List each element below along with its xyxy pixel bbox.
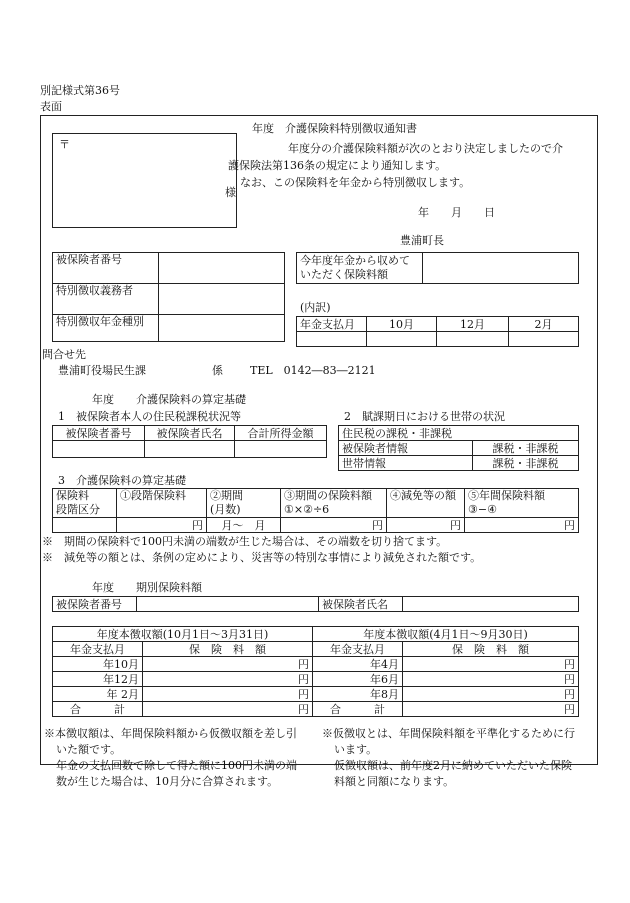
amount-label-line1: 今年度年金から収めて [300, 254, 410, 267]
side-label: 表面 [40, 100, 62, 113]
contact-office: 豊浦町役場民生課 [58, 364, 146, 377]
yen-unit: 円 [403, 657, 579, 672]
collector-label: 特別徴収義務者 [53, 284, 159, 315]
sec3-col1: ①段階保険料 [117, 489, 207, 518]
sec3-title: 3 介護保険料の算定基礎 [58, 474, 186, 487]
right-month-col: 年金支払月 [313, 642, 403, 657]
periodic-number-label: 被保険者番号 [53, 597, 137, 612]
honorific: 様 [225, 186, 236, 199]
sec1-header-number: 被保険者番号 [53, 426, 145, 441]
right-month: 年6月 [313, 672, 403, 687]
contact-tel: TEL 0142―83―2121 [250, 364, 376, 377]
footnote-right-2: います。 [334, 743, 378, 756]
left-total-label: 合 計 [53, 702, 143, 717]
sec3-col2-line2: (月数) [210, 503, 241, 516]
sec3-col5-line1: ⑤年間保険料額 [468, 489, 545, 502]
right-total-label: 合 計 [313, 702, 403, 717]
sec1-title: 1 被保険者本人の住民税課税状況等 [58, 410, 241, 423]
yen-unit: 円 [117, 518, 207, 533]
yen-unit: 円 [387, 518, 465, 533]
sec1-header-name: 被保険者氏名 [145, 426, 235, 441]
footnote-left-4: 数が生じた場合は、10月分に合算されます。 [56, 775, 279, 788]
periodic-name-label: 被保険者氏名 [319, 597, 403, 612]
pension-type-label: 特別徴収年金種別 [53, 315, 159, 342]
sec3-col4: ④減免等の額 [387, 489, 465, 518]
right-period-header: 年度本徴収額(4月1日～9月30日) [313, 627, 579, 642]
yen-unit: 円 [143, 672, 313, 687]
footnote-left-2: いた額です。 [56, 743, 122, 756]
form-number: 別記様式第36号 [40, 84, 120, 97]
sec3-col5-line2: ③−④ [468, 503, 497, 516]
yen-unit: 円 [403, 672, 579, 687]
amount-cell [423, 253, 579, 284]
sec3-col3 [281, 489, 387, 518]
right-amount-col: 保 険 料 額 [403, 642, 579, 657]
periodic-amount-table [52, 626, 579, 717]
yen-unit: 円 [143, 657, 313, 672]
sec2-header: 住民税の課税・非課税 [339, 426, 579, 441]
yen-unit: 円 [281, 518, 387, 533]
notice-body-line1: 年度分の介護保険料額が次のとおり決定しましたので介 [288, 142, 563, 155]
notice-body-line2: 護保険法第136条の規定により通知します。 [228, 159, 447, 172]
breakdown-label: (内訳) [300, 301, 331, 314]
sec2-table [338, 425, 579, 471]
basis-note2: ※ 減免等の額とは、条例の定めにより、災害等の特別な事情により減免された額です。 [42, 551, 482, 564]
amount-label [297, 253, 423, 284]
footnote-right-4: 料額と同額になります。 [334, 775, 455, 788]
left-month: 年12月 [53, 672, 143, 687]
sec3-col3-line2: ①×②÷6 [284, 503, 330, 516]
breakdown-table [296, 316, 579, 347]
left-month-col: 年金支払月 [53, 642, 143, 657]
left-month: 年 2月 [53, 687, 143, 702]
periodic-title: 年度 期別保険料額 [92, 581, 202, 594]
notice-date: 年 月 日 [418, 206, 495, 219]
sec3-col0-line2: 段階区分 [56, 503, 100, 516]
insured-number-label: 被保険者番号 [53, 253, 159, 284]
address-box [52, 133, 237, 228]
yen-unit: 円 [143, 687, 313, 702]
pension-type-cell [159, 315, 285, 342]
basis-note1: ※ 期間の保険料で100円未満の端数が生じた場合は、その端数を切り捨てます。 [42, 535, 448, 548]
footnote-left-1: ※本徴収額は、年間保険料額から仮徴収額を差し引 [44, 727, 297, 740]
sec3-col2 [207, 489, 281, 518]
sec2-row-value: 課税・非課税 [473, 456, 579, 471]
basis-title: 年度 介護保険料の算定基礎 [92, 393, 246, 406]
issuer: 豊浦町長 [400, 234, 444, 247]
contact-label: 問合せ先 [42, 348, 86, 361]
sec3-col2-line1: ②期間 [210, 489, 243, 502]
month-dec: 12月 [437, 317, 509, 332]
footnote-right-1: ※仮徴収とは、年間保険料額を平準化するために行 [322, 727, 575, 740]
yen-unit: 円 [143, 702, 313, 717]
contact-section: 係 [212, 364, 223, 377]
periodic-name-cell [403, 597, 579, 612]
sec2-row-label: 世帯情報 [339, 456, 473, 471]
right-month: 年8月 [313, 687, 403, 702]
amount-label-line2: いただく保険料額 [300, 268, 388, 281]
yen-unit: 円 [465, 518, 579, 533]
sec3-table [52, 488, 579, 533]
periodic-id-table [52, 596, 579, 612]
sec1-header-income: 合計所得金額 [235, 426, 327, 441]
sec2-row-value: 課税・非課税 [473, 441, 579, 456]
sec1-table [52, 425, 327, 458]
insured-number-cell [159, 253, 285, 284]
month-feb: 2月 [509, 317, 579, 332]
left-amount-col: 保 険 料 額 [143, 642, 313, 657]
sec2-row-label: 被保険者情報 [339, 441, 473, 456]
collector-cell [159, 284, 285, 315]
notice-body-line3: なお、この保険料を年金から特別徴収します。 [240, 176, 471, 189]
sec3-col0-line1: 保険料 [56, 489, 89, 502]
periodic-number-cell [137, 597, 319, 612]
postal-mark: 〒 [59, 138, 70, 151]
insured-table [52, 252, 285, 342]
left-period-header: 年度本徴収額(10月1日～3月31日) [53, 627, 313, 642]
sec2-title: 2 賦課期日における世帯の状況 [344, 410, 505, 423]
amount-table [296, 252, 579, 284]
footnote-right-3: 仮徴収額は、前年度2月に納めていただいた保険 [334, 759, 572, 772]
right-month: 年4月 [313, 657, 403, 672]
notice-title: 年度 介護保険料特別徴収通知書 [252, 122, 417, 135]
sec3-col5 [465, 489, 579, 518]
yen-unit: 円 [403, 687, 579, 702]
footnote-left-3: 年金の支払回数で除して得た額に100円未満の端 [56, 759, 297, 772]
pay-month-label: 年金支払月 [297, 317, 367, 332]
months-range: 月～ 月 [207, 518, 281, 533]
sec3-col0 [53, 489, 117, 518]
month-oct: 10月 [367, 317, 437, 332]
left-month: 年10月 [53, 657, 143, 672]
sec3-col3-line1: ③期間の保険料額 [284, 489, 372, 502]
yen-unit: 円 [403, 702, 579, 717]
